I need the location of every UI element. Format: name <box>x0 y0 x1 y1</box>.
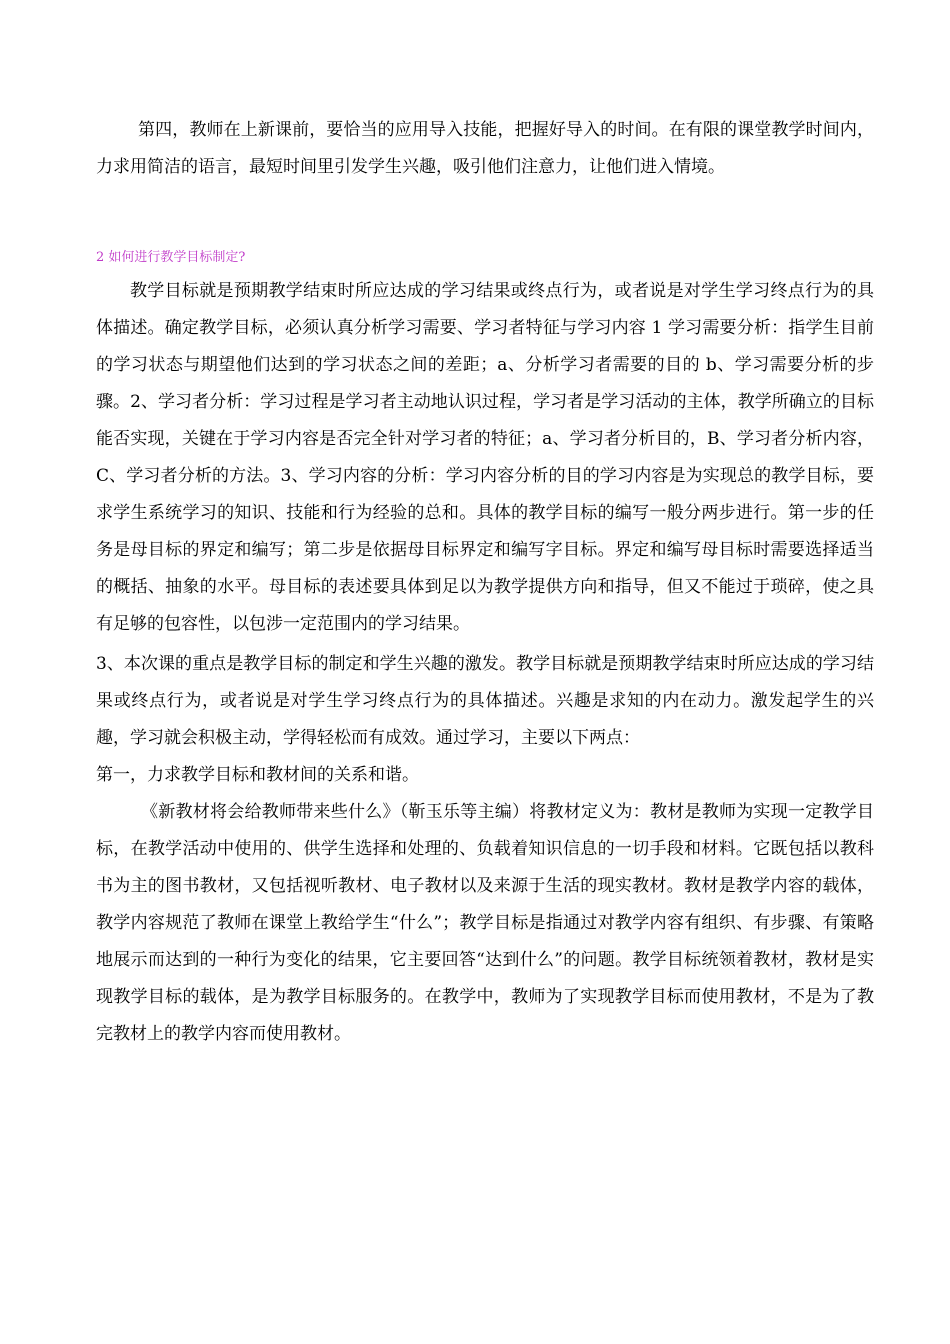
paragraph-textbook-definition: 《新教材将会给教师带来些什么》（靳玉乐等主编）将教材定义为：教材是教师为实现一定教学目标，在教学活动中使用的、供学生选择和处理的、负载着知识信息的一切手段和材料。它既包括以教科书为主的图书教材，又包括视听教材、电子教材以及来源于生活的现实教材。教材是教学内容的载体，教学内容规范了教师在课堂上教给学生“什么”；教学目标是指通过对教学内容有组织、有步骤、有策略地展示而达到的一种行为变化的结果，它主要回答“达到什么”的问题。教学目标统领着教材，教材是实现教学目标的载体，是为教学目标服务的。在教学中，教师为了实现教学目标而使用教材，不是为了教完教材上的教学内容而使用教材。 <box>96 802 874 1044</box>
paragraph-intro: 第四，教师在上新课前，要恰当的应用导入技能，把握好导入的时间。在有限的课堂教学时间内，力求用简洁的语言，最短时间里引发学生兴趣，吸引他们注意力，让他们进入情境。 <box>96 120 874 177</box>
section-heading: 2 如何进行教学目标制定? <box>96 250 246 265</box>
paragraph-first-point: 第一，力求教学目标和教材间的关系和谐。 <box>96 765 419 785</box>
paragraph-teaching-goal: 教学目标就是预期教学结束时所应达成的学习结果或终点行为，或者说是对学生学习终点行为的具体描述。确定教学目标，必须认真分析学习需要、学习者特征与学习内容 1 学习需要分析：指学生目前的学习状态与期望他们达到的学习状态之间的差距；a、分析学习者需要的目的 b、学习需要分析的步骤。2、学习者分析：学习过程是学习者主动地认识过程，学习者是学习活动的主体，教学所确立的目标能否实现，关键在于学习内容是否完全针对学习者的特征；a、学习者分析目的，B、学习者分析内容，C、学习者分析的方法。3、学习内容的分析：学习内容分析的目的学习内容是为实现总的教学目标，要求学生系统学习的知识、技能和行为经验的总和。具体的教学目标的编写一般分两步进行。第一步的任务是母目标的界定和编写；第二步是依据母目标界定和编写字目标。界定和编写母目标时需要选择适当的概括、抽象的水平。母目标的表述要具体到足以为教学提供方向和指导，但又不能过于琐碎，使之具有足够的包容性，以包涉一定范围内的学习结果。 <box>96 281 874 634</box>
paragraph-lesson-focus: 3、本次课的重点是教学目标的制定和学生兴趣的激发。教学目标就是预期教学结束时所应达成的学习结果或终点行为，或者说是对学生学习终点行为的具体描述。兴趣是求知的内在动力。激发起学生的兴趣，学习就会积极主动，学得轻松而有成效。通过学习，主要以下两点： <box>96 654 874 748</box>
